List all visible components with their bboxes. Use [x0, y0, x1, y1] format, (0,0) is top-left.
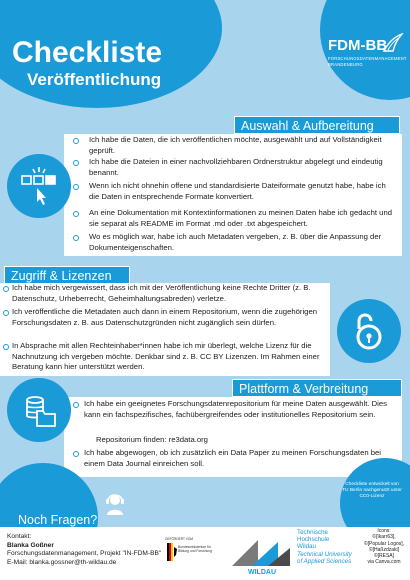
checklist-item: Wo es möglich war, habe ich auch Metadaten vergeben, z. B. über die Anpassung der Dokumenteigenschaften.: [89, 232, 382, 252]
icons-credit-line: ©[Popular Logos],: [363, 540, 405, 547]
checklist-item: An eine Dokumentation mit Kontextinformationen zu meinen Daten habe ich gedacht und sie separat als README im Format .md oder .txt abgespeichert.: [89, 208, 392, 228]
repository-link-text: Repositorium finden: re3data.org: [96, 435, 208, 444]
contact-role: Forschungsdatenmanagement, Projekt "IN-FDM-BB": [7, 550, 162, 558]
section-title-selection: Auswahl & Aufbereitung: [234, 116, 400, 134]
checklist-item: Ich habe mich vergewissert, dass ich mit der Veröffentlichung keine Rechte Dritter (z. B. Datenschutz, Urheberrecht, Geheimhaltungsabreden) verletze.: [12, 283, 311, 303]
checklist-item: Ich habe ein geeignetes Forschungsdatenrepositorium für meine Daten ausgewählt. Dies kann ein fachspezifisches, fachübergreifendes oder institutionelles Repositorium sein.: [84, 399, 387, 419]
contact-label: Kontakt:: [7, 533, 32, 540]
checklist-item: Ich habe abgewogen, ob ich zusätzlich ein Data Paper zu meinen Forschungsdaten bei einem Data Journal einreichen soll.: [84, 448, 382, 468]
checkbox-bullet: [73, 138, 79, 144]
th-line: Wildau: [297, 543, 316, 551]
page-subtitle: Veröffentlichung: [27, 70, 162, 89]
database-folder-icon: [7, 378, 71, 442]
bmbf-funding-label: GEFÖRDERT VOM: [165, 537, 194, 541]
page-title: Checkliste: [12, 36, 163, 69]
questions-label: Noch Fragen?: [18, 513, 98, 527]
icons-credit: [360, 528, 408, 566]
wing-icon: [382, 33, 404, 53]
federal-eagle-icon: [167, 543, 177, 561]
contact-name: Blanka Goßner: [7, 541, 54, 549]
checkbox-bullet: [3, 286, 9, 292]
th-logo-text: WILDAU: [248, 569, 276, 576]
checkbox-bullet: [3, 310, 9, 316]
th-line: Technische: [297, 529, 328, 536]
contact-email[interactable]: E-Mail: blanka.gossner@th-wildau.de: [7, 558, 117, 566]
icons-credit-line: ©[Haßzdzaki]: [368, 546, 400, 553]
bmbf-name: Bundesministerium für Bildung und Forschung: [178, 545, 212, 553]
th-line: Hochschule: [297, 536, 330, 544]
checklist-credit: Checkliste entwickelt von TU Berlin nachgenutzt unter CC0-Lizenz: [342, 482, 402, 500]
checkbox-bullet: [73, 211, 79, 217]
icons-credit-line: via Canva.com: [367, 559, 401, 566]
th-line: Technical University: [297, 550, 352, 558]
th-wildau-name: [297, 529, 363, 565]
contact-block: [7, 533, 161, 567]
pointer-grid-icon: [7, 154, 71, 218]
checklist-item: In Absprache mit allen Rechteinhaber*innen habe ich mir überlegt, welche Lizenz für die Nachnutzung ich vergeben möchte. Denkbar sind z. B. CC BY Lizenzen. Im Rahmen einer Beratung kann hier unterstützt werden.: [12, 341, 320, 371]
checkbox-bullet: [73, 184, 79, 190]
icons-credit-line: ©[Ikarr63],: [372, 534, 396, 541]
section-title-platform: Plattform & Verbreitung: [232, 379, 402, 397]
icons-credit-line: Icons:: [377, 528, 391, 534]
section-title-access: Zugriff & Lizenzen: [4, 266, 130, 284]
checkbox-bullet: [73, 235, 79, 241]
headset-icon: [100, 487, 130, 517]
fdm-bb-logo: FDM-BB: [328, 37, 388, 54]
logo-tagline: FORSCHUNGSDATENMANAGEMENT BRANDENBURG: [328, 56, 407, 67]
checkbox-bullet: [3, 344, 9, 350]
checklist-item: Ich habe die Dateien in einer nachvollziehbaren Ordnerstruktur abgelegt und eindeutig benannt.: [89, 157, 383, 177]
th-wildau-logo: [228, 532, 296, 576]
checklist-item: Wenn ich nicht ohnehin offene und standardisierte Dateiformate genutzt habe, habe ich die Daten in entsprechende Formate konvertiert.: [89, 181, 386, 201]
th-line: of Applied Sciences: [297, 557, 352, 565]
checklist-item: Ich habe die Daten, die ich veröffentlichen möchte, ausgewählt und auf Vollständigkeit geprüft.: [89, 135, 382, 155]
bmbf-logo: [165, 537, 215, 571]
checkbox-bullet: [73, 451, 79, 457]
open-lock-icon: [337, 299, 401, 363]
icons-credit-line: ©[RESA]: [373, 553, 395, 560]
checklist-item: Ich veröffentliche die Metadaten auch dann in einem Repositorium, wenn die zugehörigen Forschungsdaten z. B. aus Datenschutzgründen nicht zugänglich sein dürfen.: [12, 307, 317, 327]
checkbox-bullet: [73, 160, 79, 166]
checkbox-bullet: [73, 402, 79, 408]
